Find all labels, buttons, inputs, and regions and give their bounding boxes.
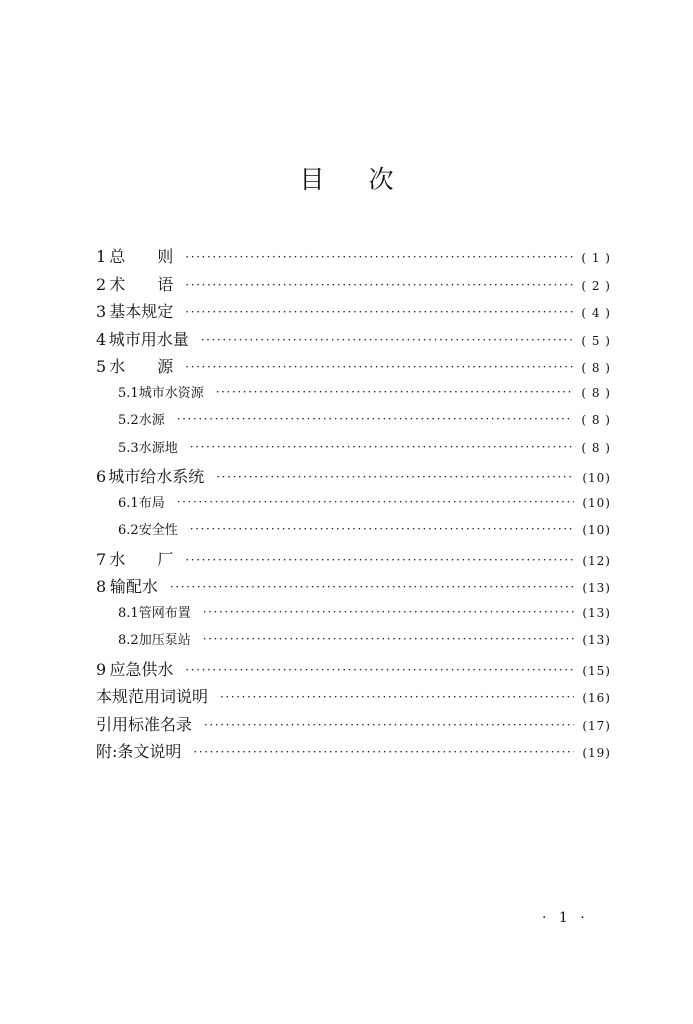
toc-page-number: (10) [582, 471, 611, 485]
toc-entry-wording[interactable] [96, 684, 611, 712]
toc-number: 7 [96, 549, 107, 569]
toc-page-number: (12) [582, 553, 611, 568]
toc-title: 水 源 [109, 357, 174, 376]
dot-leader [216, 385, 574, 399]
toc-number: 6 [96, 467, 107, 486]
dot-leader [177, 412, 574, 426]
dot-leader [185, 553, 574, 567]
toc-title: 水 厂 [109, 549, 174, 569]
toc-title: 管网布置 [138, 605, 191, 621]
toc-page-number: (13) [582, 581, 611, 595]
dot-leader [170, 580, 575, 594]
toc-entry-5[interactable] [96, 354, 611, 382]
toc-number: 5.1 [118, 385, 139, 401]
toc-number: 8.1 [118, 605, 139, 621]
toc-number: 2 [96, 274, 107, 294]
dot-leader [193, 745, 574, 759]
dot-leader [190, 522, 575, 536]
dot-leader [216, 470, 574, 484]
toc-entry-3[interactable] [96, 299, 611, 327]
dot-leader [185, 250, 573, 264]
toc-page-number: (19) [582, 746, 611, 760]
dot-leader [201, 333, 574, 347]
toc-entry-8[interactable] [96, 574, 611, 602]
toc-page-number: ( 1 ) [581, 251, 611, 265]
page-title [0, 160, 693, 196]
toc-entry-6-1[interactable] [96, 492, 611, 520]
toc-page-number: ( 8 ) [581, 361, 611, 375]
toc-entry-standards[interactable] [96, 712, 611, 740]
toc-page-number: (13) [582, 605, 611, 620]
dot-leader [185, 305, 573, 319]
toc-entry-appendix[interactable] [96, 739, 611, 767]
toc-page-number: ( 8 ) [581, 385, 611, 400]
toc-title: 输配水 [109, 577, 158, 596]
toc-title: 附:条文说明 [96, 742, 182, 761]
toc-entry-4[interactable] [96, 327, 611, 355]
toc-number: 5.3 [118, 440, 139, 456]
toc-entry-8-1[interactable] [96, 602, 611, 630]
toc-entry-1[interactable] [96, 244, 611, 272]
toc-number: 8.2 [118, 633, 139, 648]
title-char-2: 次 [368, 165, 394, 194]
toc-page-number: (16) [582, 691, 611, 705]
dot-leader [220, 690, 574, 704]
toc-page-number: (10) [582, 523, 611, 537]
toc-title: 术 语 [109, 274, 174, 294]
toc-entry-2[interactable] [96, 272, 611, 300]
dot-leader [177, 495, 575, 509]
toc-entry-5-1[interactable] [96, 382, 611, 410]
toc-entry-6[interactable] [96, 464, 611, 492]
toc-title: 总 则 [109, 247, 174, 266]
toc-title: 城市给水系统 [108, 467, 205, 486]
toc-number: 5 [96, 357, 107, 376]
toc-title: 城市用水量 [108, 329, 189, 349]
toc-page-number: ( 8 ) [581, 413, 611, 427]
dot-leader [185, 360, 573, 374]
toc-title: 布局 [138, 495, 165, 511]
toc-entry-7[interactable] [96, 547, 611, 575]
toc-title: 引用标准名录 [96, 714, 193, 734]
toc-entry-5-2[interactable] [96, 409, 611, 437]
toc-entry-5-3[interactable] [96, 437, 611, 465]
toc-number: 9 [96, 659, 107, 679]
title-char-1: 目 [299, 165, 325, 194]
table-of-contents [96, 244, 611, 767]
toc-title: 城市水资源 [138, 385, 204, 401]
dot-leader [185, 663, 574, 677]
toc-entry-9[interactable] [96, 657, 611, 685]
footer-page-number: · 1 · [542, 910, 589, 926]
toc-page-number: (10) [582, 495, 611, 510]
toc-title: 加压泵站 [138, 633, 191, 648]
toc-title: 水源地 [138, 440, 178, 456]
dot-leader [204, 718, 574, 732]
toc-title: 水源 [138, 413, 165, 428]
dot-leader [203, 605, 575, 619]
toc-number: 1 [96, 247, 107, 266]
toc-number: 4 [96, 329, 107, 349]
toc-page-number: (13) [582, 633, 611, 647]
toc-title: 安全性 [138, 523, 178, 538]
toc-number: 6.1 [118, 495, 139, 511]
dot-leader [190, 440, 574, 454]
toc-page-number: ( 5 ) [581, 333, 611, 348]
toc-entry-6-2[interactable] [96, 519, 611, 547]
toc-title: 本规范用词说明 [96, 687, 209, 706]
toc-page-number: ( 4 ) [581, 306, 611, 320]
toc-number: 8 [96, 577, 107, 596]
toc-page-number: (15) [582, 663, 611, 678]
toc-title: 基本规定 [109, 302, 174, 321]
dot-leader [185, 278, 573, 292]
toc-number: 5.2 [118, 413, 139, 428]
toc-entry-8-2[interactable] [96, 629, 611, 657]
toc-title: 应急供水 [109, 659, 174, 679]
dot-leader [203, 632, 575, 646]
toc-page-number: ( 8 ) [581, 440, 611, 455]
toc-page-number: (17) [582, 718, 611, 733]
toc-page-number: ( 2 ) [581, 278, 611, 293]
toc-number: 3 [96, 302, 107, 321]
toc-number: 6.2 [118, 523, 139, 538]
